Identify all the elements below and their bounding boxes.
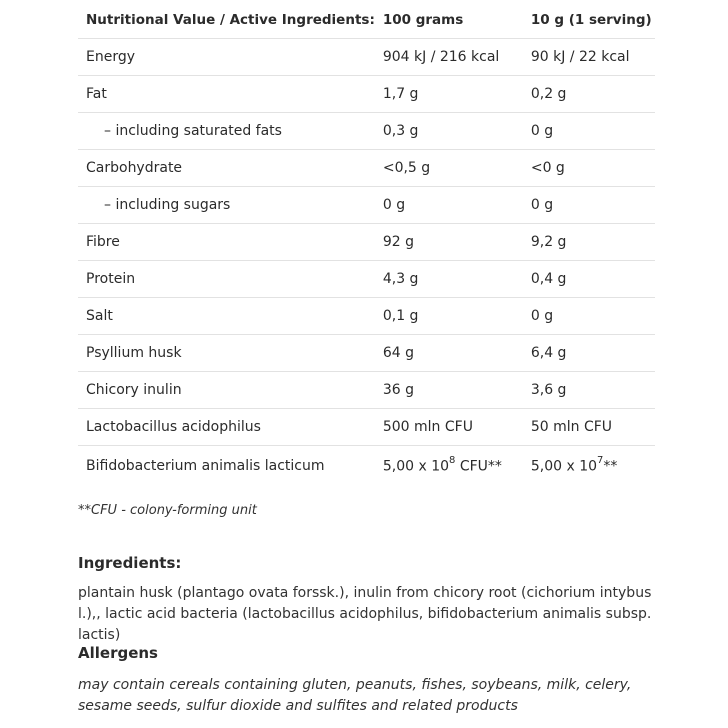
table-row — [78, 224, 655, 261]
row-name: Chicory inulin — [78, 372, 375, 409]
row-name: Carbohydrate — [78, 150, 375, 187]
cfu-suffix: CFU** — [455, 458, 502, 475]
row-serving: 0 g — [523, 187, 655, 224]
row-per100: 4,3 g — [375, 261, 523, 298]
ingredients-heading: Ingredients: — [78, 554, 182, 572]
row-name: – including saturated fats — [78, 113, 375, 150]
table-row — [78, 372, 655, 409]
row-serving: 50 mln CFU — [523, 409, 655, 446]
row-per100: 36 g — [375, 372, 523, 409]
row-serving: 6,4 g — [523, 335, 655, 372]
row-name: – including sugars — [78, 187, 375, 224]
row-per100: 0,1 g — [375, 298, 523, 335]
cfu-base: 5,00 x 10 — [382, 458, 450, 475]
row-name: Fibre — [78, 224, 375, 261]
cfu-suffix: ** — [603, 458, 618, 475]
allergens-heading: Allergens — [78, 644, 158, 662]
table-row — [78, 187, 655, 224]
row-name: Bifidobacterium animalis lacticum — [86, 458, 325, 474]
row-serving: 3,6 g — [523, 372, 655, 409]
cfu-exponent: 8 — [449, 455, 456, 467]
table-row — [78, 298, 655, 335]
row-serving: 9,2 g — [523, 224, 655, 261]
row-per100: 64 g — [375, 335, 523, 372]
table-row — [78, 39, 655, 76]
ingredients-text: plantain husk (plantago ovata forssk.), inulin from chicory root (cichorium intybus l.),, lactic acid bacteria (lactobacillus acidophilus, bifidobacterium animalis subsp. lactis) — [78, 585, 652, 643]
row-per100: 500 mln CFU — [375, 409, 523, 446]
row-per100: 904 kJ / 216 kcal — [375, 39, 523, 76]
row-serving — [523, 446, 655, 487]
row-serving: <0 g — [523, 150, 655, 187]
table-row — [78, 335, 655, 372]
row-name: Protein — [78, 261, 375, 298]
row-serving: 0,4 g — [523, 261, 655, 298]
row-name: Psyllium husk — [78, 335, 375, 372]
row-serving: 0,2 g — [523, 76, 655, 113]
table-row — [78, 150, 655, 187]
table-row — [78, 76, 655, 113]
row-per100 — [375, 446, 523, 487]
row-per100: 0,3 g — [375, 113, 523, 150]
cfu-base: 5,00 x 10 — [530, 458, 598, 475]
row-serving: 90 kJ / 22 kcal — [523, 39, 655, 76]
row-name: Lactobacillus acidophilus — [78, 409, 375, 446]
header-100-grams: 100 grams — [375, 2, 523, 39]
row-name: Fat — [78, 76, 375, 113]
row-per100: 1,7 g — [375, 76, 523, 113]
row-per100: 92 g — [375, 224, 523, 261]
cfu-exponent: 7 — [597, 455, 604, 467]
row-per100: 0 g — [375, 187, 523, 224]
header-serving: 10 g (1 serving) — [523, 2, 655, 39]
table-row — [78, 409, 655, 446]
header-nutritional-value: Nutritional Value / Active Ingredients: — [78, 2, 375, 39]
row-serving: 0 g — [523, 298, 655, 335]
row-name: Salt — [78, 298, 375, 335]
allergens-text: may contain cereals containing gluten, peanuts, fishes, soybeans, milk, celery, sesame seeds, sulfur dioxide and sulfites and related products — [78, 677, 632, 714]
row-serving: 0 g — [523, 113, 655, 150]
table-row — [78, 113, 655, 150]
cfu-footnote: **CFU - colony-forming unit — [78, 503, 257, 518]
table-row — [78, 261, 655, 298]
table-row — [78, 446, 655, 487]
table-header-row — [78, 2, 655, 39]
row-name: Energy — [78, 39, 375, 76]
row-per100: <0,5 g — [375, 150, 523, 187]
nutrition-table — [78, 2, 655, 486]
